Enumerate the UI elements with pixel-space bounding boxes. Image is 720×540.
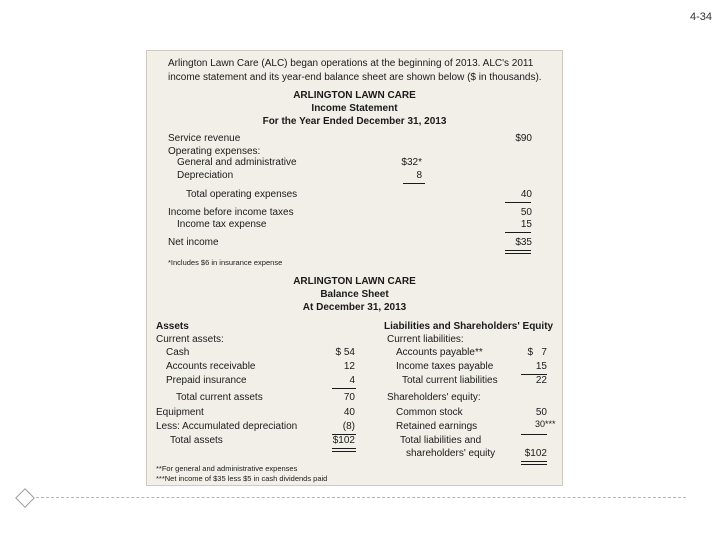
bs-asset-value: 4 [349, 375, 355, 386]
double-underline [505, 250, 531, 251]
double-underline [332, 451, 356, 452]
bs-liability-value: $102 [524, 448, 547, 459]
bs-liability-label: Retained earnings [396, 421, 478, 432]
bs-footnote: ***Net income of $35 less $5 in cash dividends paid [156, 474, 328, 483]
is-row-value: 50 [520, 207, 532, 218]
is-row-value: 15 [520, 219, 532, 230]
bs-assets-header: Assets [156, 321, 189, 332]
intro-line-2: income statement and its year-end balance sheet are shown below ($ in thousands). [168, 72, 542, 83]
bs-liability-label: Current liabilities: [387, 334, 464, 345]
bs-asset-value: 70 [343, 392, 355, 403]
bs-asset-value: (8) [342, 421, 355, 432]
intro-text [168, 57, 542, 85]
bs-asset-value: 40 [343, 407, 355, 418]
double-underline [332, 448, 356, 449]
slide-number: 4-34 [689, 11, 712, 23]
is-footnote: *Includes $6 in insurance expense [168, 258, 283, 267]
diamond-icon [15, 488, 35, 508]
double-underline [521, 461, 547, 462]
bs-liability-label: Accounts payable** [396, 347, 483, 358]
bs-liability-label: shareholders' equity [406, 448, 496, 459]
bs-liability-label: Total current liabilities [402, 375, 498, 386]
underline [403, 183, 425, 184]
is-row-value: $35 [515, 237, 532, 248]
bs-asset-label: Cash [166, 347, 190, 358]
underline [505, 232, 531, 233]
is-row-label: Total operating expenses [186, 189, 298, 200]
bs-asset-label: Less: Accumulated depreciation [156, 421, 298, 432]
is-row-value: 40 [520, 189, 532, 200]
double-underline [505, 253, 531, 254]
is-row-label: Service revenue [168, 133, 241, 144]
underline [521, 434, 547, 435]
bs-liability-value: 15 [535, 361, 547, 372]
is-row-label: Depreciation [177, 170, 234, 181]
is-title: Income Statement [311, 103, 398, 114]
is-row-value: $32* [401, 157, 422, 168]
is-row-label: General and administrative [177, 157, 297, 168]
underline [505, 202, 531, 203]
bs-liability-label: Total liabilities and [400, 435, 482, 446]
bs-asset-label: Accounts receivable [166, 361, 256, 372]
bs-asset-label: Equipment [156, 407, 204, 418]
is-row-label: Income tax expense [177, 219, 267, 230]
bs-asset-value: $102 [332, 435, 355, 446]
is-row-value: $90 [515, 133, 532, 144]
is-row-label: Net income [168, 237, 219, 248]
bs-title: Balance Sheet [320, 289, 389, 300]
bs-asset-value: 12 [343, 361, 355, 372]
underline [332, 388, 356, 389]
bs-liability-label: Income taxes payable [396, 361, 494, 372]
bs-liability-value: 50 [535, 407, 547, 418]
is-company: ARLINGTON LAWN CARE [293, 90, 416, 101]
is-period: For the Year Ended December 31, 2013 [262, 116, 447, 127]
bs-asset-label: Prepaid insurance [166, 375, 247, 386]
is-row-label: Income before income taxes [168, 207, 294, 218]
bs-liability-label: Common stock [396, 407, 463, 418]
bs-asset-value: $ 54 [335, 347, 355, 358]
bs-liability-value: 22 [535, 375, 547, 386]
intro-line-1: Arlington Lawn Care (ALC) began operations at the beginning of 2013. ALC's 2011 [168, 58, 534, 69]
bs-liabilities-header: Liabilities and Shareholders' Equity [384, 321, 554, 332]
bs-footnote: **For general and administrative expenses [156, 464, 298, 473]
double-underline [521, 464, 547, 465]
bs-liability-label: Shareholders' equity: [387, 392, 481, 403]
bs-date: At December 31, 2013 [302, 302, 407, 313]
bs-company: ARLINGTON LAWN CARE [293, 276, 416, 287]
bs-asset-label: Total current assets [176, 392, 263, 403]
is-row-value: 8 [416, 170, 422, 181]
bs-asset-label: Total assets [170, 435, 223, 446]
dashed-divider [36, 497, 686, 498]
financial-statements-figure [146, 50, 563, 486]
bs-liability-value: $ 7 [527, 347, 547, 358]
bs-liability-value: 30*** [535, 419, 556, 429]
is-row-label: Operating expenses: [168, 146, 261, 157]
bs-asset-label: Current assets: [156, 334, 224, 345]
